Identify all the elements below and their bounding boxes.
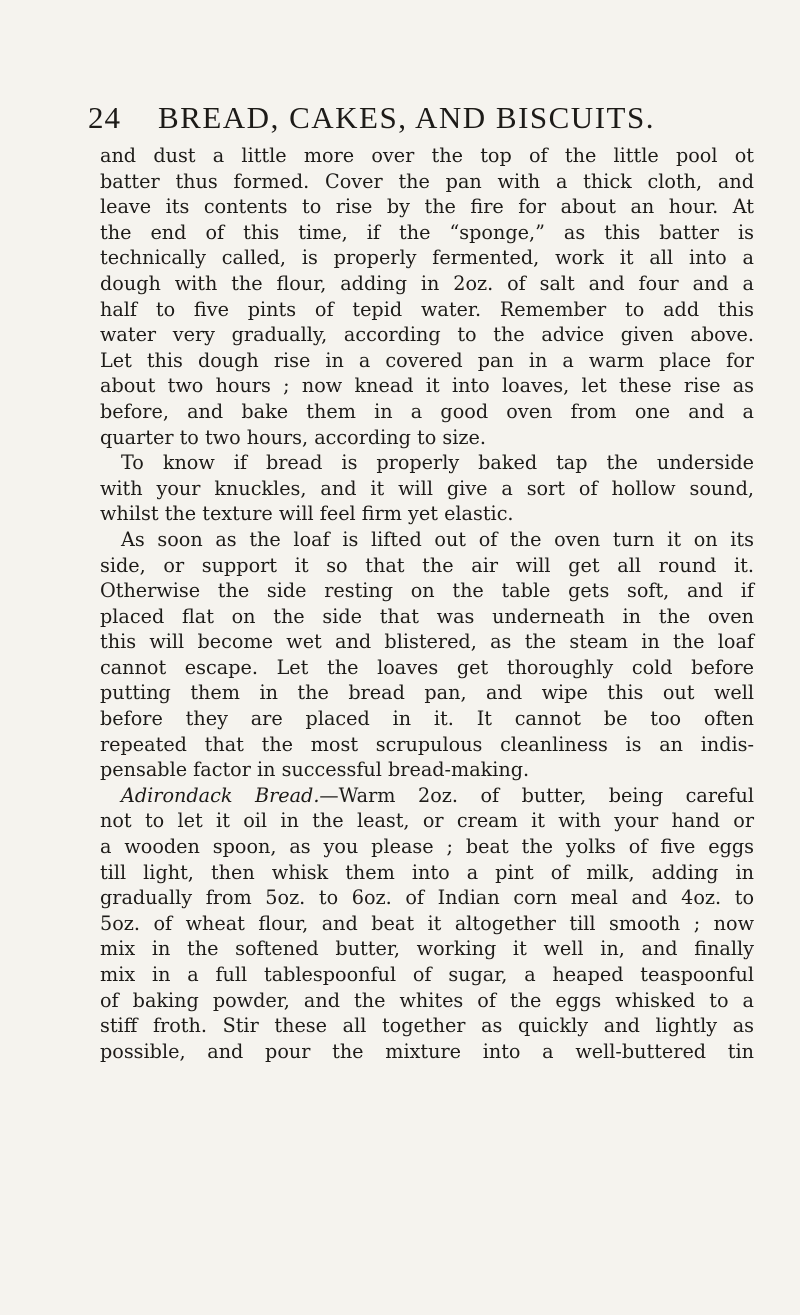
text-line: till light, then whisk them into a pint of milk, adding in [100, 860, 754, 884]
text-line: whilst the texture will feel firm yet elastic. [100, 502, 514, 526]
text-line: repeated that the most scrupulous cleanliness is an indis- [100, 732, 754, 756]
page-header [88, 100, 740, 136]
text-line: batter thus formed. Cover the pan with a thick cloth, and [100, 169, 754, 193]
text-line: To know if bread is properly baked tap the underside [121, 451, 754, 475]
text-line: gradually from 5oz. to 6oz. of Indian corn meal and 4oz. to [100, 886, 754, 910]
text-line: this will become wet and blistered, as the steam in the loaf [100, 630, 754, 654]
text-line: stiff froth. Stir these all together as quickly and lightly as [100, 1014, 754, 1038]
text-line: technically called, is properly fermented, work it all into a [100, 246, 754, 270]
text-line: putting them in the bread pan, and wipe this out well [100, 681, 754, 705]
text-line: mix in the softened butter, working it well in, and finally [100, 937, 754, 961]
text-line: quarter to two hours, according to size. [100, 425, 486, 449]
text-line: side, or support it so that the air will get all round it. [100, 553, 754, 577]
text-line: Let this dough rise in a covered pan in a warm place for [100, 348, 754, 372]
text-line: pensable factor in successful bread-making. [100, 758, 530, 782]
text-line: the end of this time, if the “sponge,” as this batter is [100, 220, 754, 244]
body-text [100, 143, 754, 1064]
text-line: cannot escape. Let the loaves get thoroughly cold before [100, 655, 754, 679]
text-line: placed flat on the side that was underneath in the oven [100, 604, 754, 628]
text-line: not to let it oil in the least, or cream it with your hand or [100, 809, 754, 833]
text-line: and dust a little more over the top of the little pool ot [100, 144, 754, 167]
text-line: a wooden spoon, as you please ; beat the yolks of five eggs [100, 835, 754, 859]
text-line-rest: —Warm 2oz. of butter, being careful [319, 783, 754, 807]
text-line: before they are placed in it. It cannot be too often [100, 707, 754, 731]
recipe-title: Adirondack Bread. [121, 783, 320, 807]
text-line: 5oz. of wheat flour, and beat it altogether till smooth ; now [100, 911, 754, 935]
text-line: before, and bake them in a good oven from one and a [100, 399, 754, 423]
text-line: about two hours ; now knead it into loaves, let these rise as [100, 374, 754, 398]
text-line: leave its contents to rise by the fire for about an hour. At [100, 195, 754, 219]
text-line: water very gradually, according to the advice given above. [100, 323, 754, 347]
text-line: half to five pints of tepid water. Remember to add this [100, 297, 754, 321]
text-line: mix in a full tablespoonful of sugar, a heaped teaspoonful [100, 963, 754, 986]
text-line: possible, and pour the mixture into a well-buttered tin [100, 1039, 754, 1063]
text-line: Otherwise the side resting on the table gets soft, and if [100, 579, 754, 603]
running-title: BREAD, CAKES, AND BISCUITS. [158, 100, 655, 135]
text-line: dough with the flour, adding in 2oz. of salt and four and a [100, 271, 754, 295]
text-line [100, 783, 754, 809]
page-number: 24 [88, 100, 121, 135]
text-line: As soon as the loaf is lifted out of the oven turn it on its [121, 527, 754, 551]
text-line: of baking powder, and the whites of the eggs whisked to a [100, 988, 754, 1012]
text-line: with your knuckles, and it will give a sort of hollow sound, [100, 476, 754, 500]
